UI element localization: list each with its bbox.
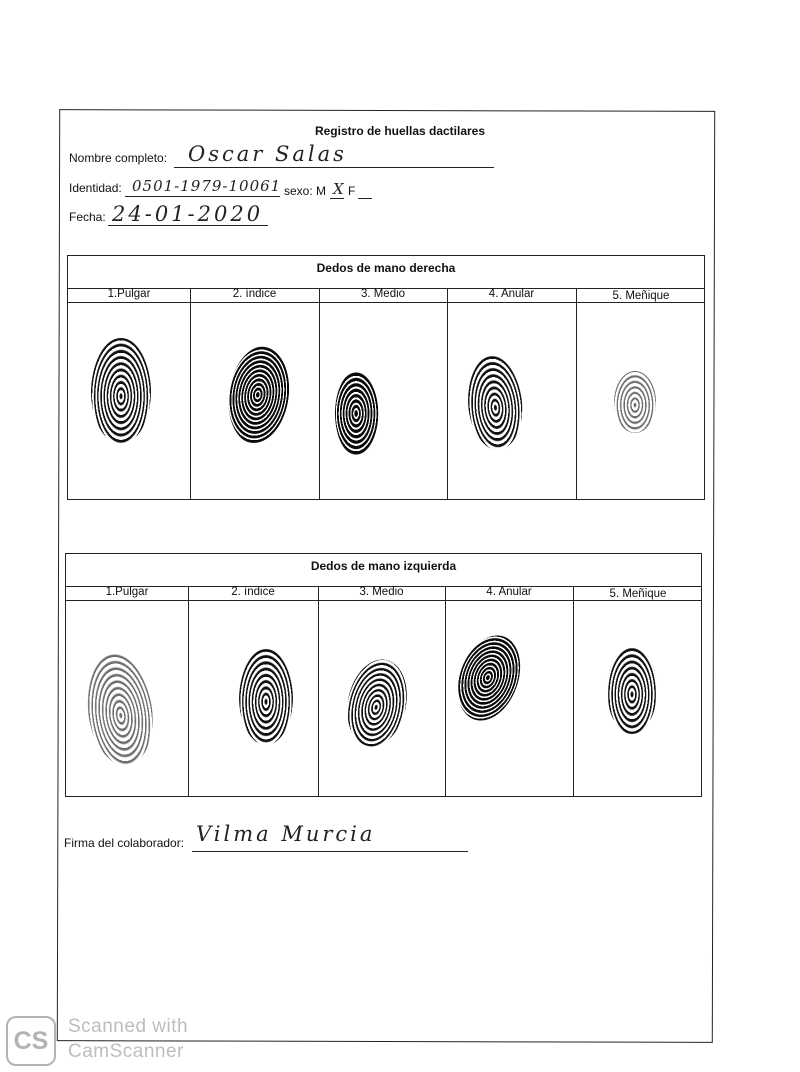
watermark-line-2: CamScanner — [68, 1041, 184, 1062]
right-hand-title: Dedos de mano derecha — [68, 256, 704, 289]
date-value[interactable]: 24-01-2020 — [112, 202, 264, 226]
right-finger-label-3: 3. Medio — [360, 288, 406, 300]
signature-label: Firma del colaborador: — [64, 836, 185, 850]
sex-f-line — [358, 198, 372, 199]
sex-mark[interactable]: X — [333, 180, 345, 198]
left-thumb-fingerprint — [81, 650, 160, 770]
signature-value[interactable]: Vilma Murcia — [196, 822, 376, 846]
left-little-fingerprint — [607, 646, 657, 734]
left-index-fingerprint — [239, 649, 293, 745]
left-ring-fingerprint — [447, 627, 532, 730]
left-divider-4 — [573, 586, 574, 796]
left-finger-label-2: 2. índice — [231, 586, 275, 598]
right-divider-3 — [447, 288, 448, 499]
right-divider-2 — [319, 288, 320, 499]
right-finger-label-1: 1.Pulgar — [107, 288, 151, 300]
left-divider-2 — [318, 586, 319, 796]
left-divider-1 — [188, 586, 189, 796]
right-index-fingerprint — [222, 342, 295, 447]
sex-m-line — [330, 198, 344, 199]
left-hand-table — [65, 553, 702, 797]
signature-line — [192, 851, 468, 852]
id-line — [125, 196, 280, 197]
left-finger-label-3: 3. Medio — [359, 586, 404, 598]
right-finger-label-2: 2. índice — [232, 288, 277, 300]
name-label: Nombre completo: — [69, 151, 168, 165]
camscanner-logo-icon: CS — [6, 1016, 56, 1066]
right-little-fingerprint — [614, 371, 656, 433]
right-divider-4 — [576, 288, 577, 499]
right-hand-table — [67, 255, 705, 500]
form-title: Registro de huellas dactilares — [314, 124, 486, 138]
left-divider-3 — [445, 586, 446, 796]
right-finger-label-5: 5. Meñique — [612, 290, 670, 302]
sex-label: sexo: M — [284, 184, 327, 198]
left-finger-label-5: 5. Meñique — [609, 588, 667, 600]
sex-f-label: F — [348, 184, 356, 198]
left-hand-title: Dedos de mano izquierda — [66, 554, 701, 587]
date-label: Fecha: — [69, 210, 106, 224]
name-line — [174, 167, 494, 168]
right-ring-fingerprint — [464, 354, 526, 452]
right-hand-finger-labels — [68, 288, 704, 303]
watermark-line-1: Scanned with — [68, 1016, 189, 1037]
id-label: Identidad: — [69, 181, 122, 195]
left-hand-finger-labels — [66, 586, 701, 601]
name-value[interactable]: Oscar Salas — [188, 142, 347, 166]
left-finger-label-4: 4. Anular — [486, 586, 532, 598]
left-middle-fingerprint — [339, 654, 414, 752]
left-finger-label-1: 1.Pulgar — [105, 586, 149, 598]
right-middle-fingerprint — [335, 371, 379, 456]
right-divider-1 — [190, 288, 191, 499]
right-finger-label-4: 4. Anular — [488, 288, 535, 300]
id-value[interactable]: 0501-1979-10061 — [132, 177, 282, 195]
right-thumb-fingerprint — [91, 338, 151, 444]
